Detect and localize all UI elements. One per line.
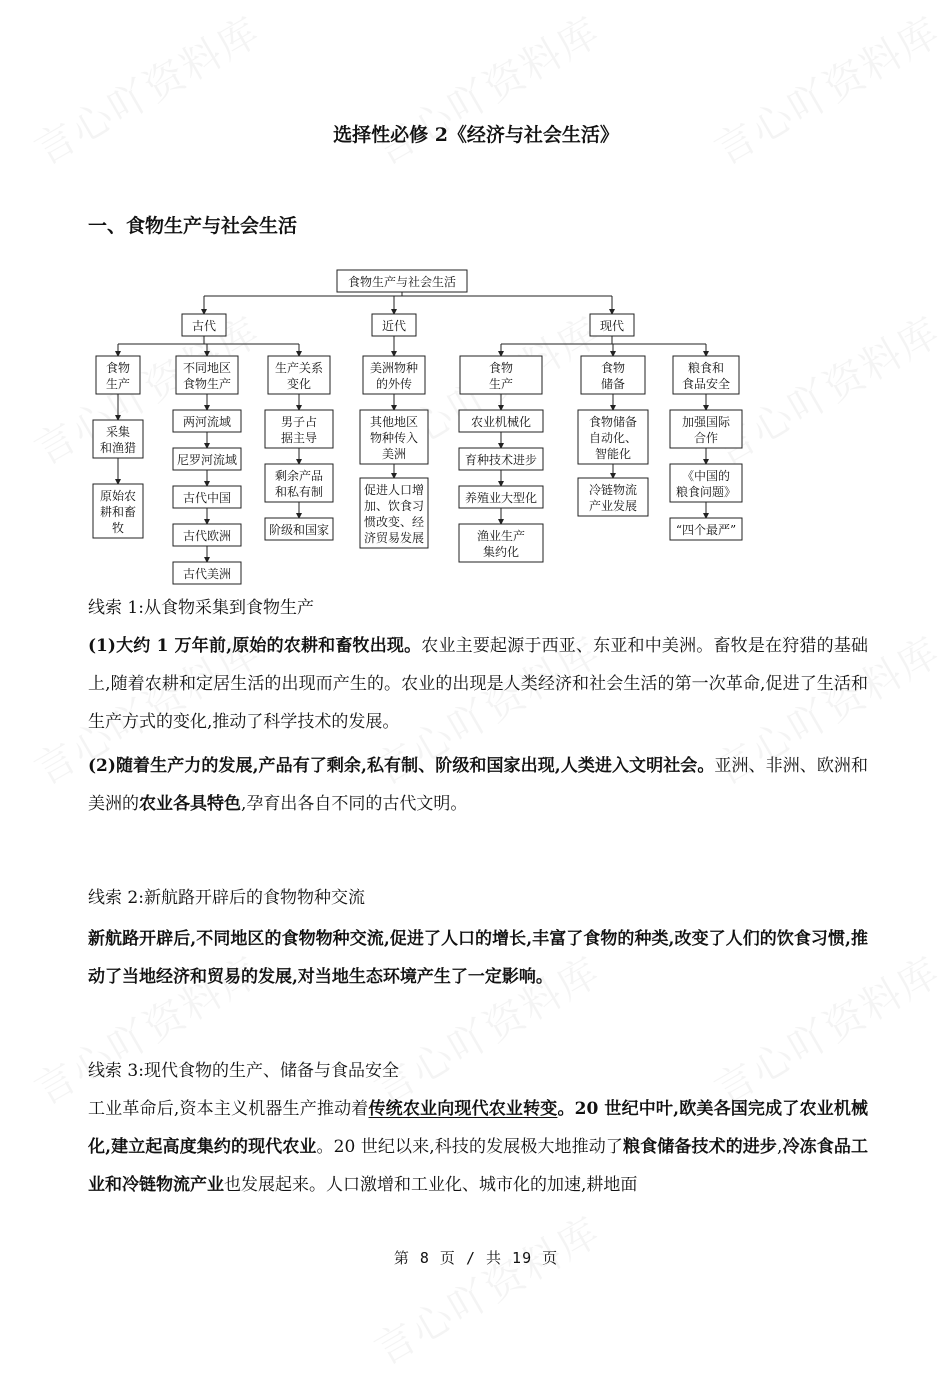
diagram-col2-node-text: 古代欧洲 [182, 529, 232, 543]
diagram-col4-node-text: 其他地区 [369, 415, 419, 429]
diagram-col2-node-text: 食物生产 [182, 377, 232, 391]
diagram-col7-node-text: 食品安全 [681, 377, 731, 391]
watermark [363, 1201, 610, 1376]
root-node-text: 食物生产与社会生活 [347, 275, 457, 289]
clue-3-s10: 也发展起来。人口激增和工业化、城市化的加速,耕地面 [224, 1175, 638, 1195]
watermark [23, 1, 270, 176]
diagram-col3-node-text: 变化 [286, 377, 312, 391]
diagram-col1-node-text: 和渔猎 [99, 441, 137, 455]
clue-3-s3: 。20 世纪中叶,欧美各国完成了 [557, 1099, 800, 1119]
diagram-col1-node-text: 牧 [111, 521, 125, 535]
concept-map-diagram [80, 262, 780, 581]
diagram-col1-node-text: 原始农 [99, 489, 137, 503]
diagram-col5-node-text: 农业机械化 [470, 415, 532, 429]
clue-3-paragraph [88, 1090, 868, 1204]
watermark [363, 1, 610, 176]
section-heading: 一、食物生产与社会生活 [88, 215, 298, 237]
clue-2-paragraph [88, 920, 868, 996]
diagram-col3-node-text: 剩余产品 [274, 469, 324, 483]
clue-1-title: 线索 1:从食物采集到食物生产 [88, 598, 314, 618]
diagram-col4-node-text: 惯改变、经 [363, 515, 425, 529]
diagram-col6-node-text: 储备 [600, 377, 626, 391]
diagram-col7-node-text: 《中国的 [681, 469, 731, 483]
diagram-col1-node-text: 食物 [105, 361, 131, 375]
diagram-col2-node-text: 尼罗河流域 [176, 453, 238, 467]
clue-1-p2-bold: (2)随着生产力的发展,产品有了剩余,私有制、阶级和国家出现,人类进入文明社会。 [88, 756, 715, 776]
diagram-col2-node-text: 不同地区 [182, 361, 232, 375]
watermark [703, 1, 950, 176]
clue-3-s5: ,建立起高度集约的现代农业 [105, 1137, 317, 1157]
diagram-col5-node-text: 养殖业大型化 [464, 491, 538, 505]
period-node-text: 古代 [191, 319, 217, 333]
period-node-text: 现代 [599, 319, 625, 333]
diagram-col7-node-text: “四个最严” [675, 523, 737, 537]
diagram-col3-node-text: 生产关系 [274, 361, 324, 375]
diagram-col7-node-text: 粮食问题》 [675, 485, 737, 499]
diagram-col2-node-text: 两河流域 [182, 415, 232, 429]
diagram-col4-node-text: 促进人口增 [363, 483, 425, 497]
diagram-col4-node-text: 的外传 [375, 377, 413, 391]
clue-3-s6: 。20 世纪以来,科技的发展极大地推动了 [316, 1137, 624, 1157]
period-node-text: 近代 [381, 319, 407, 333]
document-title: 选择性必修 2《经济与社会生活》 [333, 124, 619, 146]
diagram-col5-node-text: 渔业生产 [476, 529, 526, 543]
diagram-col6-node-text: 产业发展 [588, 499, 638, 513]
diagram-col3-node-text: 男子占 [280, 415, 318, 429]
diagram-col3-node-text: 和私有制 [274, 485, 324, 499]
diagram-col2-node-text: 古代中国 [182, 491, 232, 505]
diagram-col6-node-text: 食物 [600, 361, 626, 375]
diagram-col6-node-text: 智能化 [594, 447, 632, 461]
diagram-col6-node-text: 食物储备 [588, 415, 638, 429]
clue-1-p1-bold: (1)大约 1 万年前,原始的农耕和畜牧出现。 [88, 636, 422, 656]
clue-1-p2-bold-2: 农业各具特色 [139, 794, 241, 814]
diagram-col7-node-text: 加强国际 [681, 415, 731, 429]
clue-3-s1: 工业革命后,资本主义机器生产推动着 [88, 1099, 369, 1119]
diagram-col6-node-text: 冷链物流 [588, 483, 638, 497]
diagram-col4-node-text: 物种传入 [369, 431, 419, 445]
diagram-col4-node-text: 美洲 [381, 447, 407, 461]
diagram-col5-node-text: 生产 [488, 377, 514, 391]
diagram-col4-node-text: 济贸易发展 [363, 531, 425, 545]
diagram-col7-node-text: 合作 [693, 431, 719, 445]
diagram-col5-node-text: 食物 [488, 361, 514, 375]
clue-3-s4: 农业机械化 [88, 1099, 869, 1157]
clue-1-p2-text: 亚洲、非洲、欧洲和美洲的 [88, 756, 869, 814]
diagram-col1-node-text: 生产 [105, 377, 131, 391]
clue-1-paragraph-1 [88, 627, 868, 741]
diagram-col1-node-text: 采集 [105, 425, 131, 439]
diagram-col7-node-text: 粮食和 [687, 361, 725, 375]
clue-2-title: 线索 2:新航路开辟后的食物物种交流 [88, 888, 365, 908]
clue-1-p1-text: 农业主要起源于西亚、东亚和中美洲。畜牧是在狩猎的基础上,随着农耕和定居生活的出现而产生的。农业的出现是人类经济和社会生活的第一次革命,促进了生活和生产方式的变化,推动了科学技术的发展。 [88, 636, 869, 732]
clue-2-text: 新航路开辟后,不同地区的食物物种交流,促进了人口的增长,丰富了食物的种类,改变了人们的饮食习惯,推动了当地经济和贸易的发展,对当地生态环境产生了一定影响。 [88, 929, 868, 987]
diagram-col5-node-text: 育种技术进步 [464, 453, 538, 467]
diagram-col1-node-text: 耕和畜 [99, 505, 137, 519]
diagram-col3-node-text: 据主导 [280, 431, 318, 445]
diagram-col4-node-text: 加、饮食习 [363, 499, 425, 513]
clue-3-s9: 冷冻食品工业和冷链物流产业 [88, 1137, 869, 1195]
clue-3-s8: , [777, 1137, 783, 1157]
diagram-col4-node-text: 美洲物种 [369, 361, 419, 375]
diagram-col3-node-text: 阶级和国家 [268, 523, 330, 537]
diagram-col5-node-text: 集约化 [482, 545, 520, 559]
clue-1-p2-end: ,孕育出各自不同的古代文明。 [241, 794, 468, 814]
clue-3-underlined: 传统农业向现代农业转变 [368, 1099, 558, 1119]
clue-1-paragraph-2 [88, 747, 868, 823]
page-footer: 第 8 页 / 共 19 页 [393, 1249, 559, 1267]
clue-3-title: 线索 3:现代食物的生产、储备与食品安全 [88, 1061, 399, 1081]
diagram-col2-node-text: 古代美洲 [182, 567, 232, 581]
diagram-col6-node-text: 自动化、 [588, 431, 638, 445]
clue-3-s7: 粮食储备技术的进步 [623, 1137, 778, 1157]
